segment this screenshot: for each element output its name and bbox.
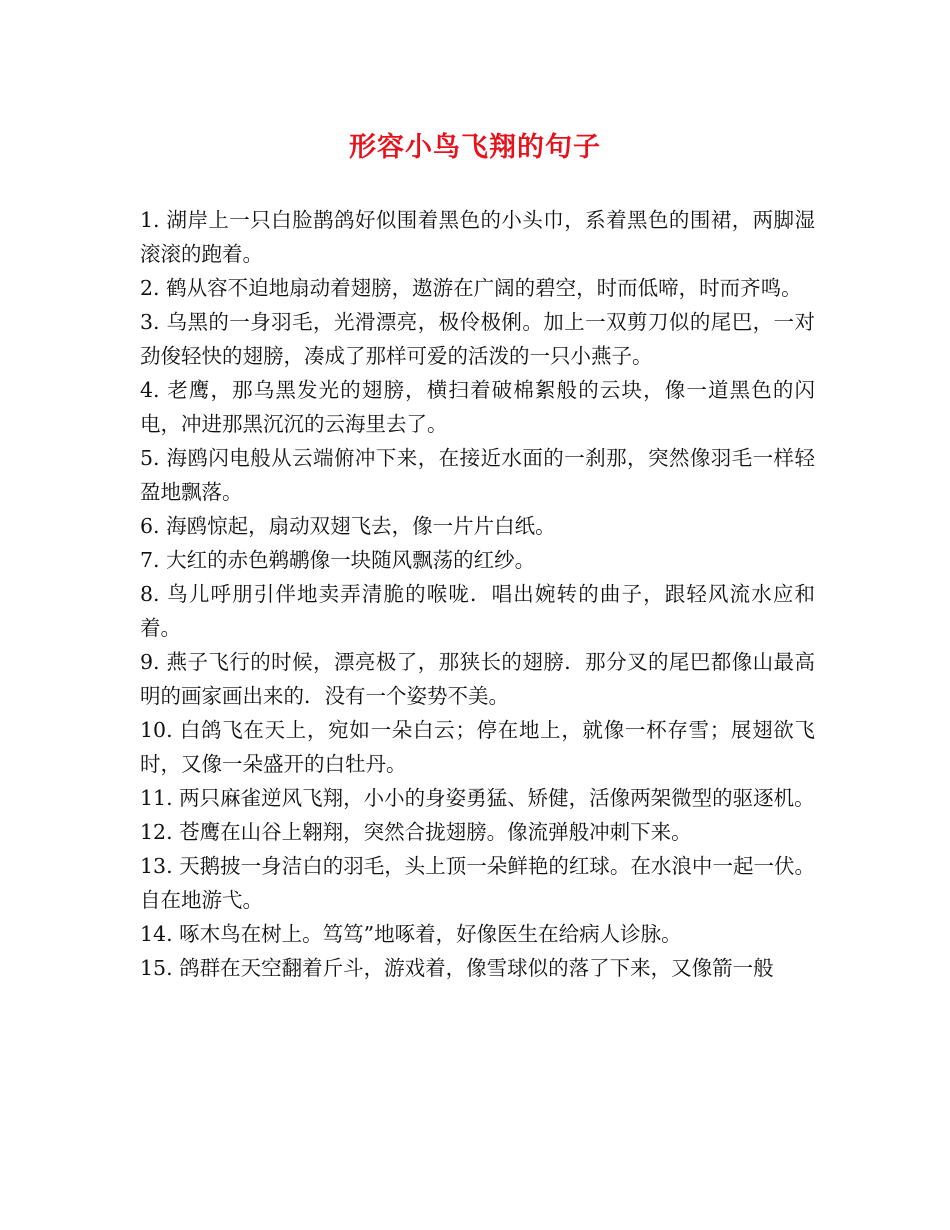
list-item: 11. 两只麻雀逆风飞翔，小小的身姿勇猛、矫健，活像两架微型的驱逐机。 [140,786,815,810]
list-item: 14. 啄木鸟在树上。笃笃”地啄着，好像医生在给病人诊脉。 [140,922,682,946]
list-item: 3. 乌黑的一身羽毛，光滑漂亮，极伶极俐。加上一双剪刀似的尾巴，一对劲俊轻快的翅膀，凑成了那样可爱的活泼的一只小燕子。 [140,310,815,368]
list-item: 1. 湖岸上一只白脸鹊鸽好似围着黑色的小头巾，系着黑色的围裙，两脚湿滚滚的跑着。 [140,208,815,266]
list-item: 6. 海鸥惊起，扇动双翅飞去，像一片片白纸。 [140,514,556,538]
document-title: 形容小鸟飞翔的句子 [349,132,601,163]
list-item: 4. 老鹰，那乌黑发光的翅膀，横扫着破棉絮般的云块，像一道黑色的闪电，冲进那黑沉沉的云海里去了。 [140,378,815,436]
list-item: 15. 鸽群在天空翻着斤斗，游戏着，像雪球似的落了下来，又像箭一般 [140,956,774,980]
list-item: 13. 天鹅披一身洁白的羽毛，头上顶一朵鲜艳的红球。在水浪中一起一伏。自在地游弋。 [140,854,815,912]
list-item: 7. 大红的赤色鹈鹕像一块随风飘荡的红纱。 [140,548,536,572]
list-item: 8. 鸟儿呼朋引伴地卖弄清脆的喉咙．唱出婉转的曲子，跟轻风流水应和着。 [140,582,815,640]
list-item: 5. 海鸥闪电般从云端俯冲下来，在接近水面的一刹那，突然像羽毛一样轻盈地飘落。 [140,446,815,504]
sentence-list [140,203,815,985]
list-item: 12. 苍鹰在山谷上翱翔，突然合拢翅膀。像流弹般冲刺下来。 [140,820,692,844]
list-item: 2. 鹤从容不迫地扇动着翅膀，遨游在广阔的碧空，时而低啼，时而齐鸣。 [140,276,802,300]
list-item: 10. 白鸽飞在天上，宛如一朵白云；停在地上，就像一杯存雪；展翅欲飞时，又像一朵盛开的白牡丹。 [140,718,815,776]
list-item: 9. 燕子飞行的时候，漂亮极了，那狭长的翅膀．那分叉的尾巴都像山最高明的画家画出来的．没有一个姿势不美。 [140,650,815,708]
